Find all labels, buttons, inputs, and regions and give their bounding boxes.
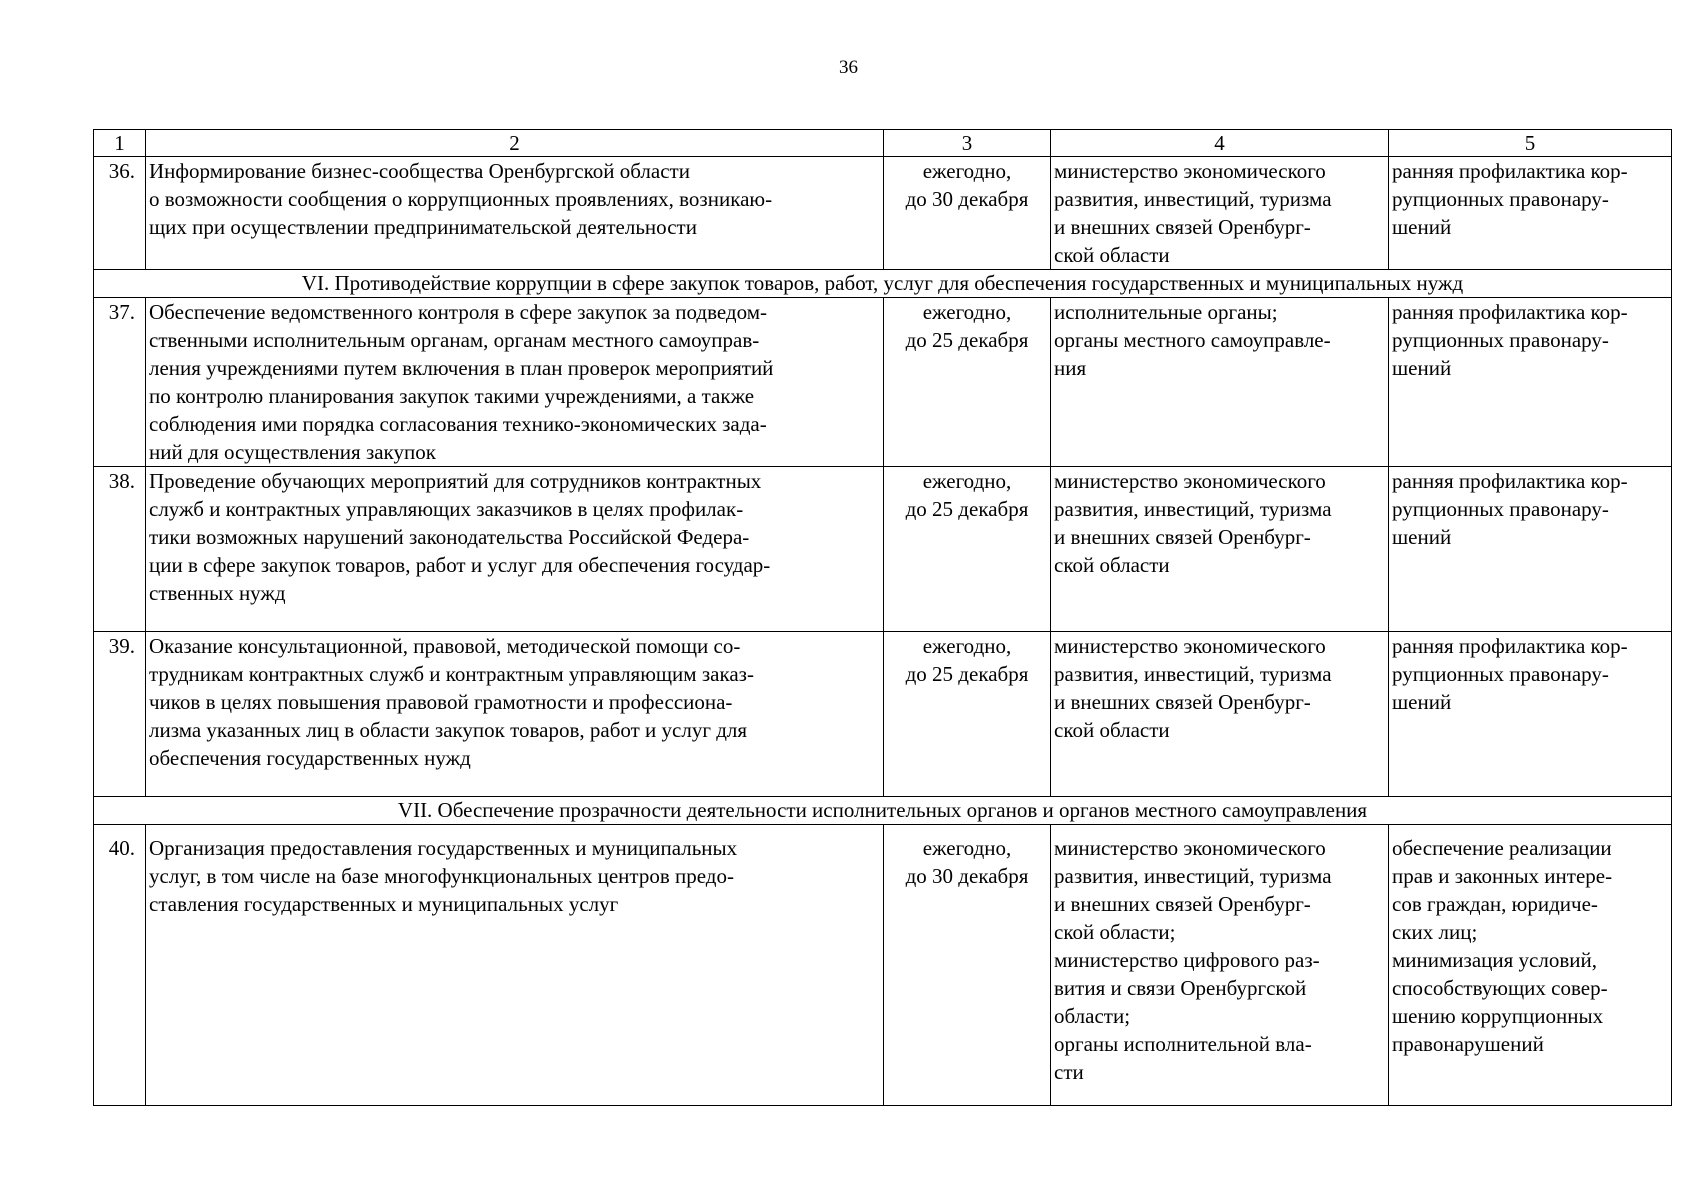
table-row xyxy=(94,825,1672,1106)
section-heading-row xyxy=(94,797,1672,825)
measure-text: Информирование бизнес-сообщества Оренбургской области о возможности сообщения о коррупционных проявлениях, возникаю- щих при осуществлении предпринимательской деятельности xyxy=(146,157,884,270)
row-number: 40. xyxy=(94,825,146,1106)
deadline: ежегодно, до 25 декабря xyxy=(884,298,1051,467)
expected-result: ранняя профилактика кор- рупционных правонару- шений xyxy=(1389,467,1672,632)
responsible: министерство экономического развития, инвестиций, туризма и внешних связей Оренбург- ской области xyxy=(1051,467,1389,632)
table-row xyxy=(94,632,1672,797)
page-number: 36 xyxy=(839,57,858,78)
table-row xyxy=(94,467,1672,632)
row-number: 38. xyxy=(94,467,146,632)
header-cell-2: 2 xyxy=(146,130,884,157)
section-heading: VII. Обеспечение прозрачности деятельности исполнительных органов и органов местного самоуправления xyxy=(94,797,1672,825)
deadline: ежегодно, до 30 декабря xyxy=(884,157,1051,270)
table-row xyxy=(94,298,1672,467)
row-number: 36. xyxy=(94,157,146,270)
responsible: министерство экономического развития, инвестиций, туризма и внешних связей Оренбург- ской области; министерство цифрового раз- вития и связи Оренбургской области; органы исполнительной вла- сти xyxy=(1051,825,1389,1106)
expected-result: ранняя профилактика кор- рупционных правонару- шений xyxy=(1389,157,1672,270)
measure-text: Оказание консультационной, правовой, методической помощи со- трудникам контрактных служб и контрактным управляющим заказ- чиков в целях повышения правовой грамотности и профессиона- лизма указанных лиц в области закупок товаров, работ и услуг для обеспечения государственных нужд xyxy=(146,632,884,797)
header-cell-4: 4 xyxy=(1051,130,1389,157)
row-number: 39. xyxy=(94,632,146,797)
expected-result: ранняя профилактика кор- рупционных правонару- шений xyxy=(1389,632,1672,797)
measure-text: Обеспечение ведомственного контроля в сфере закупок за подведом- ственными исполнительным органам, органам местного самоуправ- ления учреждениями путем включения в план проверок мероприятий по контролю планирования закупок такими учреждениями, а также соблюдения ими порядка согласования технико-экономических зада- ний для осуществления закупок xyxy=(146,298,884,467)
header-cell-1: 1 xyxy=(94,130,146,157)
deadline: ежегодно, до 25 декабря xyxy=(884,632,1051,797)
responsible: министерство экономического развития, инвестиций, туризма и внешних связей Оренбург- ской области xyxy=(1051,632,1389,797)
header-cell-5: 5 xyxy=(1389,130,1672,157)
responsible: министерство экономического развития, инвестиций, туризма и внешних связей Оренбург- ской области xyxy=(1051,157,1389,270)
table-row xyxy=(94,157,1672,270)
header-cell-3: 3 xyxy=(884,130,1051,157)
section-heading-row xyxy=(94,270,1672,298)
measures-table xyxy=(93,129,1672,1106)
deadline: ежегодно, до 25 декабря xyxy=(884,467,1051,632)
responsible: исполнительные органы; органы местного самоуправле- ния xyxy=(1051,298,1389,467)
row-number: 37. xyxy=(94,298,146,467)
expected-result: ранняя профилактика кор- рупционных правонару- шений xyxy=(1389,298,1672,467)
measure-text: Проведение обучающих мероприятий для сотрудников контрактных служб и контрактных управляющих заказчиков в целях профилак- тики возможных нарушений законодательства Российской Федера- ции в сфере закупок товаров, работ и услуг для обеспечения государ- ственных нужд xyxy=(146,467,884,632)
section-heading: VI. Противодействие коррупции в сфере закупок товаров, работ, услуг для обеспечения государственных и муниципальных нужд xyxy=(94,270,1672,298)
measure-text: Организация предоставления государственных и муниципальных услуг, в том числе на базе многофункциональных центров предо- ставления государственных и муниципальных услуг xyxy=(146,825,884,1106)
deadline: ежегодно, до 30 декабря xyxy=(884,825,1051,1106)
expected-result: обеспечение реализации прав и законных интере- сов граждан, юридиче- ских лиц; минимизация условий, способствующих совер- шению коррупционных правонарушений xyxy=(1389,825,1672,1106)
table-header-row xyxy=(94,130,1672,157)
